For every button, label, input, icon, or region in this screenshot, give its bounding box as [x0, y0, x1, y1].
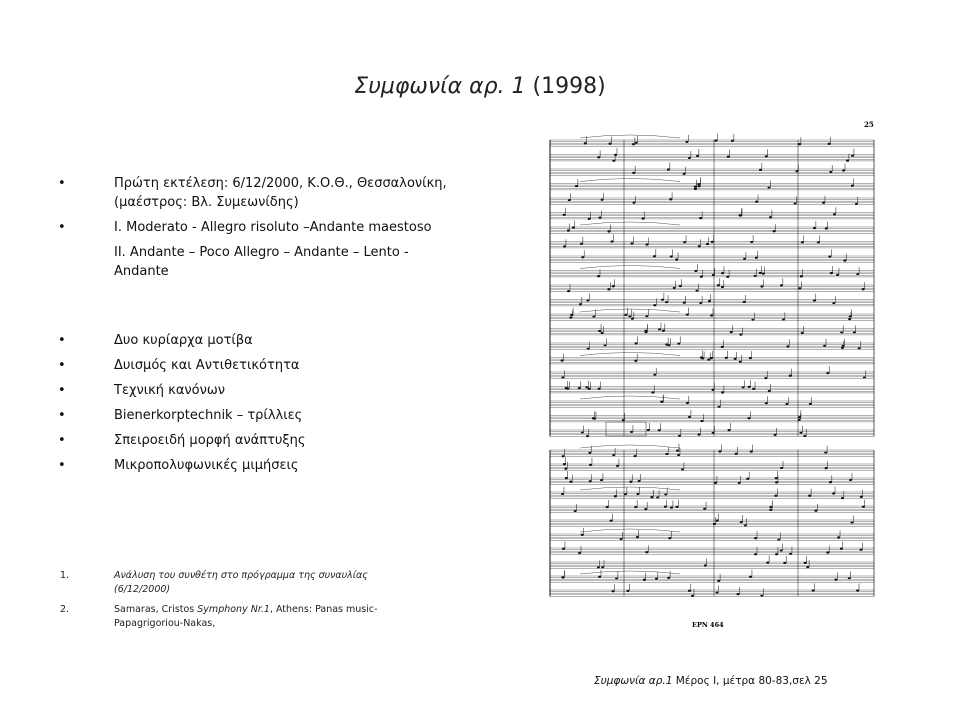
bullet-item — [58, 356, 458, 375]
reference-2-pre: Samaras, Cristos — [114, 604, 198, 615]
score-page-number: 25 — [864, 120, 874, 129]
bullet-item-text: Μικροπολυφωνικές μιμήσεις — [114, 458, 299, 473]
bullet-dot: • — [58, 176, 66, 191]
bullet-item — [58, 456, 458, 475]
caption-rest: Μέρος Ι, μέτρα 80-83,σελ 25 — [672, 675, 828, 687]
slide-title — [0, 74, 960, 99]
bullet-premiere — [58, 174, 458, 212]
bullet-item — [58, 431, 458, 450]
bullet-item — [58, 381, 458, 400]
movement-2-line2: Andante — [114, 264, 169, 279]
bullet-item-text: Bienerkorptechnik – τρίλλιες — [114, 408, 303, 423]
bullet-list — [58, 174, 458, 475]
reference-1 — [60, 569, 450, 597]
bullet-item-text: Δυισμός και Αντιθετικότητα — [114, 358, 300, 373]
figure-caption — [594, 675, 828, 687]
reference-2 — [60, 603, 450, 631]
bullet-movement-1 — [58, 218, 458, 237]
bullet-dot: • — [58, 358, 66, 373]
title-year: (1998) — [532, 74, 606, 99]
reference-1-line2: (6/12/2000) — [114, 584, 171, 595]
bullet-movement-2 — [58, 243, 458, 281]
bullet-item — [58, 331, 458, 350]
reference-2-post: , Athens: Panas music- — [269, 604, 378, 615]
bullet-dot: • — [58, 220, 66, 235]
movement-2-line1: II. Andante – Poco Allegro – Andante – Lento - — [114, 245, 409, 260]
bullet-item-text: Δυο κυρίαρχα μοτίβα — [114, 333, 253, 348]
orchestral-score-excerpt — [536, 118, 880, 633]
premiere-text: 6/12/2000, Κ.Ο.Θ., Θεσσαλονίκη, — [232, 176, 447, 191]
score-publisher-mark: EPN 464 — [692, 621, 724, 629]
premiere-line2: (μαέστρος: Βλ. Συμεωνίδης) — [114, 195, 299, 210]
bullet-dot: • — [58, 383, 66, 398]
caption-italic: Συμφωνία αρ.1 — [594, 675, 673, 687]
reference-1-line1: Ανάλυση του συνθέτη στο πρόγραμμα της συναυλίας — [114, 570, 368, 581]
score-staves — [550, 134, 874, 597]
reference-number: 1. — [60, 570, 70, 581]
bullet-item-text: Τεχνική κανόνων — [114, 383, 226, 398]
bullet-dot: • — [58, 433, 66, 448]
bullet-dot: • — [58, 408, 66, 423]
movement-1-text: I. Moderato - Allegro risoluto –Andante maestoso — [114, 220, 432, 235]
reference-2-title: Symphony Nr.1 — [197, 604, 270, 615]
bullet-item-text: Σπειροειδή μορφή ανάπτυξης — [114, 433, 306, 448]
premiere-label: Πρώτη εκτέλεση: — [114, 176, 229, 191]
reference-2-line2: Papagrigoriou-Nakas, — [114, 618, 216, 629]
spacer — [58, 281, 458, 331]
bullet-dot: • — [58, 333, 66, 348]
bullet-dot: • — [58, 458, 66, 473]
reference-number: 2. — [60, 604, 70, 615]
title-italic: Συμφωνία αρ. 1 — [354, 74, 526, 99]
bullet-item — [58, 406, 458, 425]
references — [60, 569, 450, 637]
